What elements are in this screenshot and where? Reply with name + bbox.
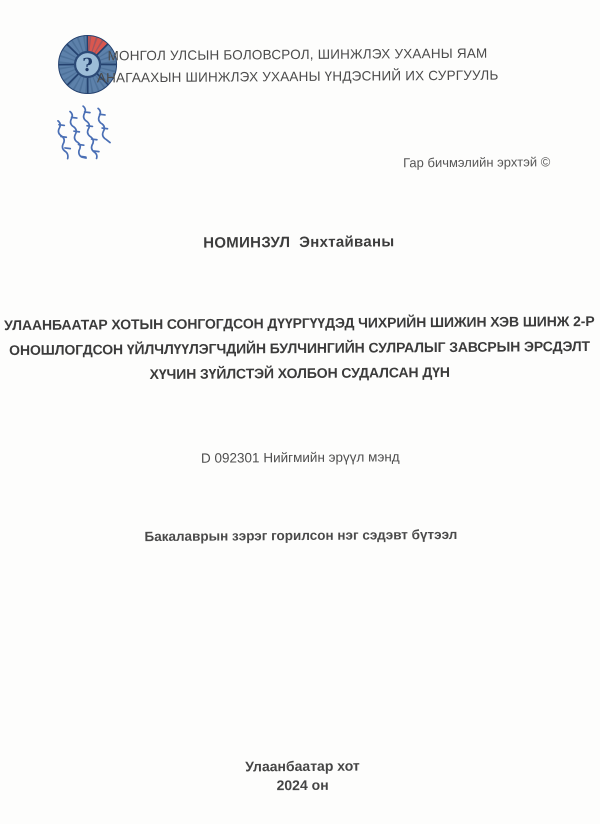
thesis-title-line-2: ОНОШЛОГДСОН ҮЙЛЧЛҮҮЛЭГЧДИЙН БУЛЧИНГИЙН СУЛРАЛЫГ ЗАВСРЫН ЭРСДЭЛТ [9, 337, 591, 359]
degree-statement: Бакалаврын зэрэг горилсон нэг сэдэвт бүтээл [144, 526, 458, 545]
ministry-name: МОНГОЛ УЛСЫН БОЛОВСРОЛ, ШИНЖЛЭХ УХААНЫ ЯАМ [107, 45, 488, 64]
university-name: АНАГААХЫН ШИНЖЛЭХ УХААНЫ ҮНДЭСНИЙ ИХ СУРГУУЛЬ [96, 67, 499, 86]
footer-year: 2024 он [276, 776, 329, 794]
thesis-title-line-3: ХҮЧИН ЗҮЙЛСТЭЙ ХОЛБОН СУДАЛСАН ДҮН [149, 363, 450, 383]
copyright-notice: Гар бичмэлийн эрхтэй © [403, 154, 551, 171]
thesis-title [0, 309, 600, 388]
program-code: D 092301 Нийгмийн эрүүл мэнд [200, 449, 400, 466]
footer [2, 755, 600, 797]
institution-header [0, 42, 598, 90]
mongolian-script-text [50, 101, 115, 183]
footer-city: Улаанбаатар хот [245, 757, 360, 775]
thesis-title-line-1: УЛААНБААТАР ХОТЫН СОНГОГДСОН ДҮҮРГҮҮДЭД ЧИХРИЙН ШИЖИН ХЭВ ШИНЖ 2-Р [4, 312, 595, 334]
emblem-snake-icon: ? [82, 54, 93, 77]
author-name: НОМИНЗУЛ Энхтайваны [203, 233, 395, 252]
mongolian-script-glyphs [50, 101, 115, 183]
